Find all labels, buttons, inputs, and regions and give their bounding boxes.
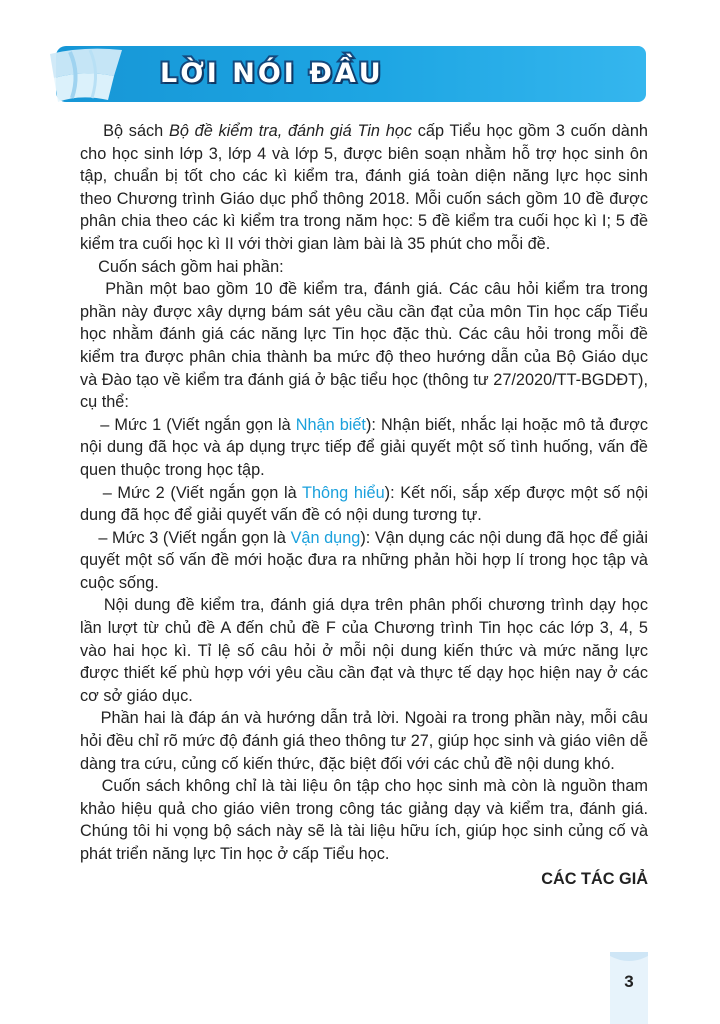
- intro-text-rest: cấp Tiểu học gồm 3 cuốn dành cho học sinh lớp 3, lớp 4 và lớp 5, được biên soạn nhằm hỗ trợ học sinh ôn tập, chuẩn bị tốt cho các kì kiểm tra, đánh giá toàn diện năng lực học sinh theo Chương trình Giáo dục phổ thông 2018. Mỗi cuốn sách gồm 10 đề được phân chia theo các kì kiểm tra trong năm học: 5 đề kiểm tra cuối học kì I; 5 đề kiểm tra cuối học kì II với thời gian làm bài là 35 phút cho mỗi đề.: [80, 122, 648, 253]
- paragraph-part-one: [80, 278, 648, 414]
- level-1-item: [80, 414, 648, 482]
- level-2-prefix: – Mức 2 (Viết ngắn gọn là: [102, 483, 303, 502]
- author-signature: CÁC TÁC GIẢ: [541, 869, 648, 888]
- paragraph-structure: [80, 256, 648, 279]
- intro-text-start: Bộ sách: [103, 122, 169, 140]
- level-1-highlight: Nhận biết: [295, 415, 366, 434]
- level-1-description: ): Nhận biết, nhắc lại hoặc mô tả được nội dung đã học và áp dụng trực tiếp để giải quyết một số tình huống, vấn đề quen thuộc trong học tập.: [80, 415, 648, 479]
- paragraph-content-distribution: [80, 594, 648, 707]
- level-3-description: ): Vận dụng các nội dung đã học để giải quyết một số vấn đề mới hoặc đưa ra những phản hồi hợp lí trong học tập và cuộc sống.: [80, 528, 648, 592]
- page-number: 3: [624, 972, 634, 991]
- page-title: LỜI NÓI ĐẦU: [160, 58, 384, 89]
- book-title-italic: Bộ đề kiểm tra, đánh giá Tin học: [168, 122, 412, 140]
- level-2-item: [80, 482, 648, 527]
- level-1-prefix: – Mức 1 (Viết ngắn gọn là: [100, 415, 296, 434]
- paragraph-part-two: [80, 707, 648, 775]
- closing-text: Cuốn sách không chỉ là tài liệu ôn tập cho học sinh mà còn là nguồn tham khảo hiệu quả cho giáo viên trong công tác giảng dạy và kiểm tra, đánh giá. Chúng tôi hi vọng bộ sách này sẽ là tài liệu hữu ích, giúp học sinh củng cố và phát triển năng lực Tin học ở cấp Tiểu học.: [80, 777, 648, 863]
- paragraph-intro: [80, 120, 648, 256]
- level-3-highlight: Vận dụng: [290, 528, 361, 547]
- level-2-description: ): Kết nối, sắp xếp được một số nội dung đã học để giải quyết vấn đề có nội dung tương tự.: [80, 483, 648, 525]
- paragraph-closing: [80, 775, 648, 865]
- part-one-text: Phần một bao gồm 10 đề kiểm tra, đánh giá. Các câu hỏi kiểm tra trong phần này được xây dựng bám sát yêu cầu cần đạt của môn Tin học cấp Tiểu học nhằm đánh giá các năng lực Tin học đặc thù. Các câu hỏi trong mỗi đề kiểm tra được phân chia thành ba mức độ theo hướng dẫn của Bộ Giáo dục và Đào tạo về kiểm tra đánh giá ở bậc tiểu học (thông tư 27/2020/TT-BGDĐT), cụ thể:: [80, 280, 648, 412]
- ribbon-decoration-icon: [44, 40, 164, 110]
- part-two-text: Phần hai là đáp án và hướng dẫn trả lời. Ngoài ra trong phần này, mỗi câu hỏi đều chỉ rõ mức độ đánh giá theo thông tư 27, giúp học sinh và giáo viên dễ dàng tra cứu, củng cố kiến thức, đặc biệt đối với các chủ đề nội dung khó.: [80, 709, 648, 773]
- tab-notch-icon: [610, 952, 648, 966]
- level-3-prefix: – Mức 3 (Viết ngắn gọn là: [98, 528, 291, 547]
- preface-body: [80, 120, 648, 890]
- content-distribution-text: Nội dung đề kiểm tra, đánh giá dựa trên phân phối chương trình dạy học lần lượt từ chủ đề A đến chủ đề F của Chương trình Tin học các lớp 3, 4, 5 vào hai học kì. Tỉ lệ số câu hỏi ở mỗi nội dung kiến thức và mức năng lực được thiết kế phù hợp với yêu cầu cần đạt và thực tế dạy học hiện nay ở các cơ sở giáo dục.: [80, 596, 648, 705]
- level-2-highlight: Thông hiểu: [302, 483, 385, 502]
- structure-text: Cuốn sách gồm hai phần:: [98, 257, 284, 276]
- level-3-item: [80, 527, 648, 595]
